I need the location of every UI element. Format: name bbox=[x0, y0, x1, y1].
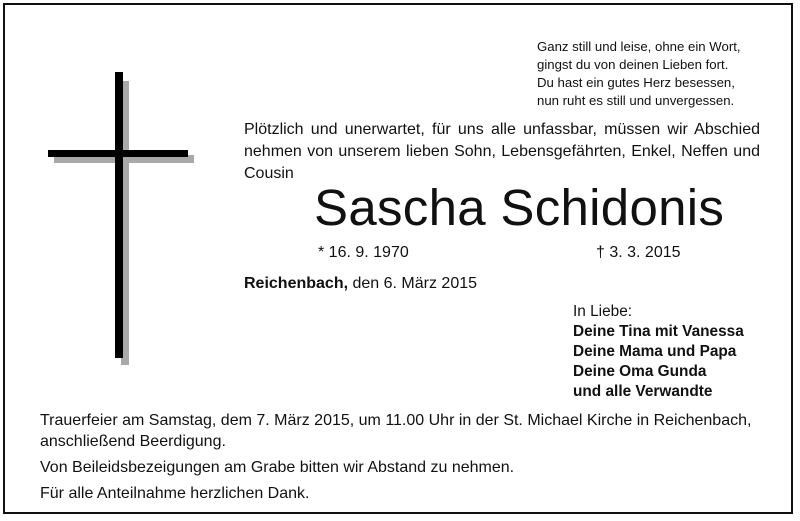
funeral-info: Trauerfeier am Samstag, dem 7. März 2015, um 11.00 Uhr in der St. Michael Kirche in Reichenbach, anschließend Beerdigung. bbox=[40, 412, 752, 450]
mourners-intro: In Liebe: bbox=[573, 303, 633, 320]
mourner-name: Deine Oma Gunda bbox=[573, 363, 707, 380]
poem-line: Du hast ein gutes Herz besessen, bbox=[537, 75, 735, 90]
intro-text bbox=[244, 119, 760, 185]
intro-paragraph: Plötzlich und unerwartet, für uns alle unfassbar, müssen wir Abschied nehmen von unserem lieben Sohn, Lebensgefährten, Enkel, Neffen und bbox=[244, 121, 760, 160]
condolence-note: Von Beileidsbezeigungen am Grabe bitten wir Abstand zu nehmen. bbox=[40, 459, 515, 476]
poem bbox=[537, 38, 741, 110]
birth-date: * 16. 9. 1970 bbox=[318, 244, 409, 261]
poem-line: gingst du von deinen Lieben fort. bbox=[537, 57, 729, 72]
poem-line: Ganz still und leise, ohne ein Wort, bbox=[537, 39, 741, 54]
intro-last-line: Cousin bbox=[244, 165, 294, 182]
footer-text bbox=[40, 410, 780, 504]
mourner-name: Deine Mama und Papa bbox=[573, 343, 737, 360]
mourner-name: und alle Verwandte bbox=[573, 383, 713, 400]
notice-date: den 6. März 2015 bbox=[352, 275, 478, 292]
mourners-block bbox=[573, 302, 744, 402]
deceased-name: Sascha Schidonis bbox=[314, 179, 725, 236]
place-date bbox=[244, 274, 477, 294]
mourner-name: Deine Tina mit Vanessa bbox=[573, 323, 744, 340]
death-date: † 3. 3. 2015 bbox=[596, 244, 681, 261]
place-name: Reichenbach, bbox=[244, 275, 349, 292]
thanks-note: Für alle Anteilnahme herzlichen Dank. bbox=[40, 485, 310, 502]
poem-line: nun ruht es still und unvergessen. bbox=[537, 93, 735, 108]
